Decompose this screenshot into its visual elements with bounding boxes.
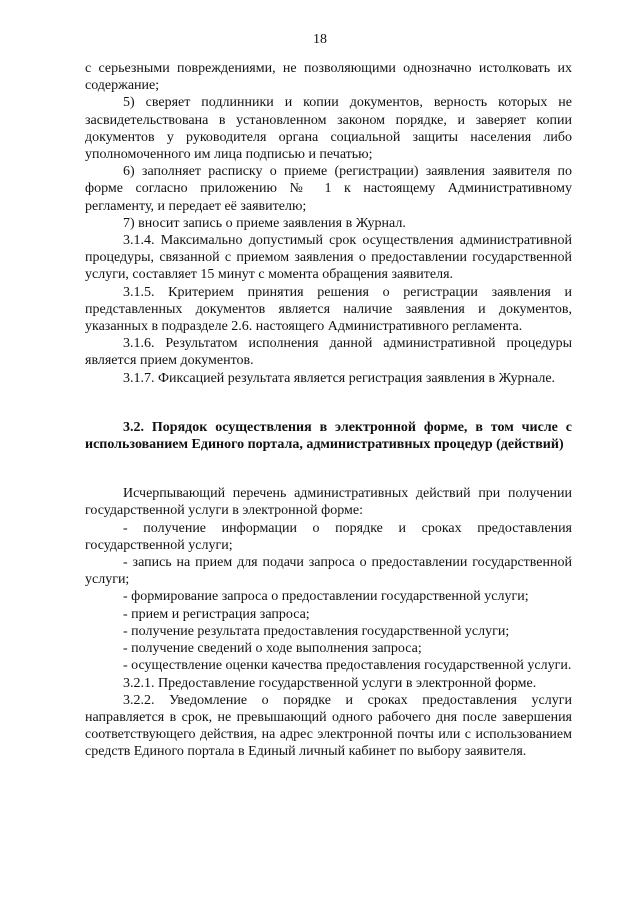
paragraph: - получение информации о порядке и сроках предоставления государственной услуги; [85, 520, 572, 553]
paragraph: - прием и регистрация запроса; [123, 606, 310, 622]
paragraph: 7) вносит запись о приеме заявления в Журнал. [123, 215, 406, 231]
paragraph: 3.1.7. Фиксацией результата является регистрация заявления в Журнале. [123, 370, 556, 386]
document-body [85, 60, 572, 761]
paragraph: 3.1.6. Результатом исполнения данной административной процедуры является прием документов. [85, 336, 572, 369]
section-3-1-continuation [85, 60, 572, 387]
paragraph: 6) заполняет расписку о приеме (регистрации) заявления заявителя по форме согласно приложению № 1 к настоящему Административному регламенту, и передает её заявителю; [85, 164, 572, 214]
paragraph: - получение результата предоставления государственной услуги; [123, 623, 510, 639]
paragraph: - осуществление оценки качества предоставления государственной услуги. [123, 658, 572, 674]
section-3-2-body [85, 485, 572, 760]
paragraph: Исчерпывающий перечень административных действий при получении государственной услуги в электронной форме: [85, 486, 572, 519]
paragraph: 5) сверяет подлинники и копии документов, верность которых не засвидетельствована в установленном законом порядке, и заверяет копии документов у руководителя органа социальной защиты населения либо уполномоченного им лица подписью и печатью; [85, 95, 572, 163]
section-heading-3-2: 3.2. Порядок осуществления в электронной форме, в том числе с использованием Единого портала, административных процедур (действий) [85, 419, 572, 453]
paragraph: - формирование запроса о предоставлении государственной услуги; [123, 589, 529, 605]
paragraph: - запись на прием для подачи запроса о предоставлении государственной услуги; [85, 555, 572, 588]
paragraph: 3.1.5. Критерием принятия решения о регистрации заявления и представленных документов является наличие заявления и документов, указанных в подразделе 2.6. настоящего Административного регламента. [85, 284, 572, 335]
paragraph: с серьезными повреждениями, не позволяющими однозначно истолковать их содержание; [85, 61, 572, 94]
paragraph: 3.2.1. Предоставление государственной услуги в электронной форме. [123, 675, 537, 691]
paragraph: - получение сведений о ходе выполнения запроса; [123, 641, 422, 657]
paragraph: 3.1.4. Максимально допустимый срок осуществления административной процедуры, связанной с приемом заявления о предоставлении государственной услуги, составляет 15 минут с момента обращения заявителя. [85, 233, 572, 283]
paragraph: 3.2.2. Уведомление о порядке и сроках предоставления услуги направляется в срок, не превышающий одного рабочего дня после завершения соответствующего действия, на адрес электронной почты или с использованием средств Единого портала в Единый личный кабинет по выбору заявителя. [85, 692, 572, 760]
page-number: 18 [313, 32, 327, 47]
